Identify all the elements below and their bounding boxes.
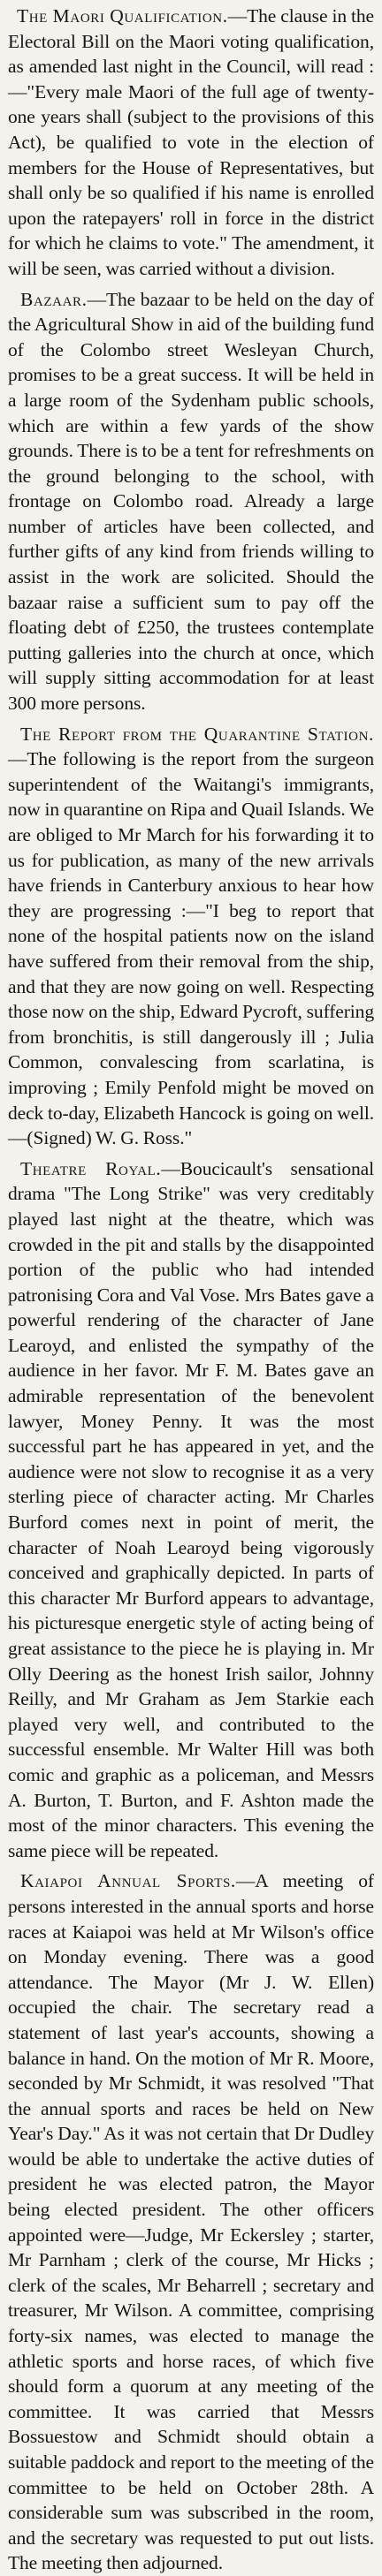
article-maori-qualification (8, 4, 374, 282)
article-kaiapoi-sports (8, 1868, 374, 2576)
article-body: —The bazaar to be held on the day of the Agricultural Show in aid of the building fund of the Colombo street Wesleyan Church, promises to be a great success. It will be held in a large room of the Sydenham public schools, which are within a few yards of the show grounds. There is to be a tent for refreshments on the ground belonging to the school, with frontage on Colombo road. Already a large number of articles have been collected, and further gifts of any kind from friends willing to assist in the work are solicited. Should the bazaar raise a sufficient sum to pay off the floating debt of £250, the trustees contemplate putting galleries into the church at once, which will supply sitting accommodation for at least 300 more persons. (8, 288, 375, 715)
article-theatre-royal (8, 1156, 374, 1864)
article-body: —The clause in the Electoral Bill on the Maori voting qualification, as amended last night in the Council, will read :—"Every male Maori of the full age of twenty-one years shall (subject to the provisions of this Act), be qualified to vote in the election of members for the House of Representatives, but shall only be so qualified if his name is enrolled upon the ratepayers' roll in force in the district for which he claims to vote." The amendment, it will be seen, was carried without a division. (8, 5, 374, 279)
article-heading: Bazaar. (20, 288, 88, 310)
article-body: —The following is the report from the surgeon superintendent of the Waitangi's immigrants, now in quarantine on Ripa and Quail Islands. We are obliged to Mr March for his forwarding it to us for publication, as many of the new arrivals have friends in Canterbury anxious to hear how they are progressing :—"I beg to report that none of the hospital patients now on the island have suffered from their removal from the ship, and that they are now going on well. Respecting those now on the ship, Edward Pycroft, suffering from bronchitis, is still dangerously ill ; Julia Common, convalescing from scarlatina, is improving ; Emily Penfold might be moved on deck to-day, Elizabeth Hancock is going on well.—(Signed) W. G. Ross." (8, 748, 374, 1149)
article-heading: Theatre Royal. (20, 1157, 162, 1179)
article-heading: The Maori Qualification. (17, 5, 228, 27)
article-bazaar (8, 287, 374, 716)
article-heading: The Report from the Quarantine Station. (20, 723, 374, 745)
article-body: —A meeting of persons interested in the annual sports and horse races at Kaiapoi was held at Mr Wilson's office on Monday evening. There was a good attendance. The Mayor (Mr J. W. Ellen) occupied the chair. The secretary read a statement of last year's accounts, showing a balance in hand. On the motion of Mr R. Moore, seconded by Mr Schmidt, it was resolved "That the annual sports and races be held on New Year's Day." As it was not certain that Dr Dudley would be able to undertake the active duties of president he was elected patron, the Mayor being elected president. The other officers appointed were—Judge, Mr Eckersley ; starter, Mr Parnham ; clerk of the course, Mr Hicks ; clerk of the scales, Mr Beharrell ; secretary and treasurer, Mr Wilson. A committee, comprising forty-six names, was elected to manage the athletic sports and horse races, of which five should form a quorum at any meeting of the committee. It was carried that Messrs Bossuestow and Schmidt should obtain a suitable paddock and report to the meeting of the committee to be held on October 28th. A considerable sum was subscribed in the room, and the secretary was requested to put out lists. The meeting then adjourned. (8, 1870, 374, 2574)
article-heading: Kaiapoi Annual Sports. (20, 1870, 236, 1892)
article-body: —Boucicault's sensational drama "The Long Strike" was very creditably played last night at the theatre, which was crowded in the pit and stalls by the disappointed portion of the public who had intended patronising Cora and Val Vose. Mrs Bates gave a powerful rendering of the character of Jane Learoyd, and enlisted the sympathy of the audience in her favor. Mr F. M. Bates gave an admirable representation of the benevolent lawyer, Money Penny. It was the most successful part he has appeared in yet, and the audience were not slow to recognise it as a very sterling piece of character acting. Mr Charles Burford comes next in point of merit, the character of Noah Learoyd being vigorously conceived and graphically depicted. In parts of this character Mr Burford appears to advantage, his picturesque energetic style of acting being of great assistance to the piece he is playing in. Mr Olly Deering as the honest Irish sailor, Johnny Reilly, and Mr Graham as Jem Starkie each played very well, and contributed to the successful ensemble. Mr Walter Hill was both comic and graphic as a policeman, and Messrs A. Burton, T. Burton, and F. Ashton made the most of the minor characters. This evening the same piece will be repeated. (8, 1157, 374, 1861)
article-quarantine-report (8, 722, 374, 1151)
